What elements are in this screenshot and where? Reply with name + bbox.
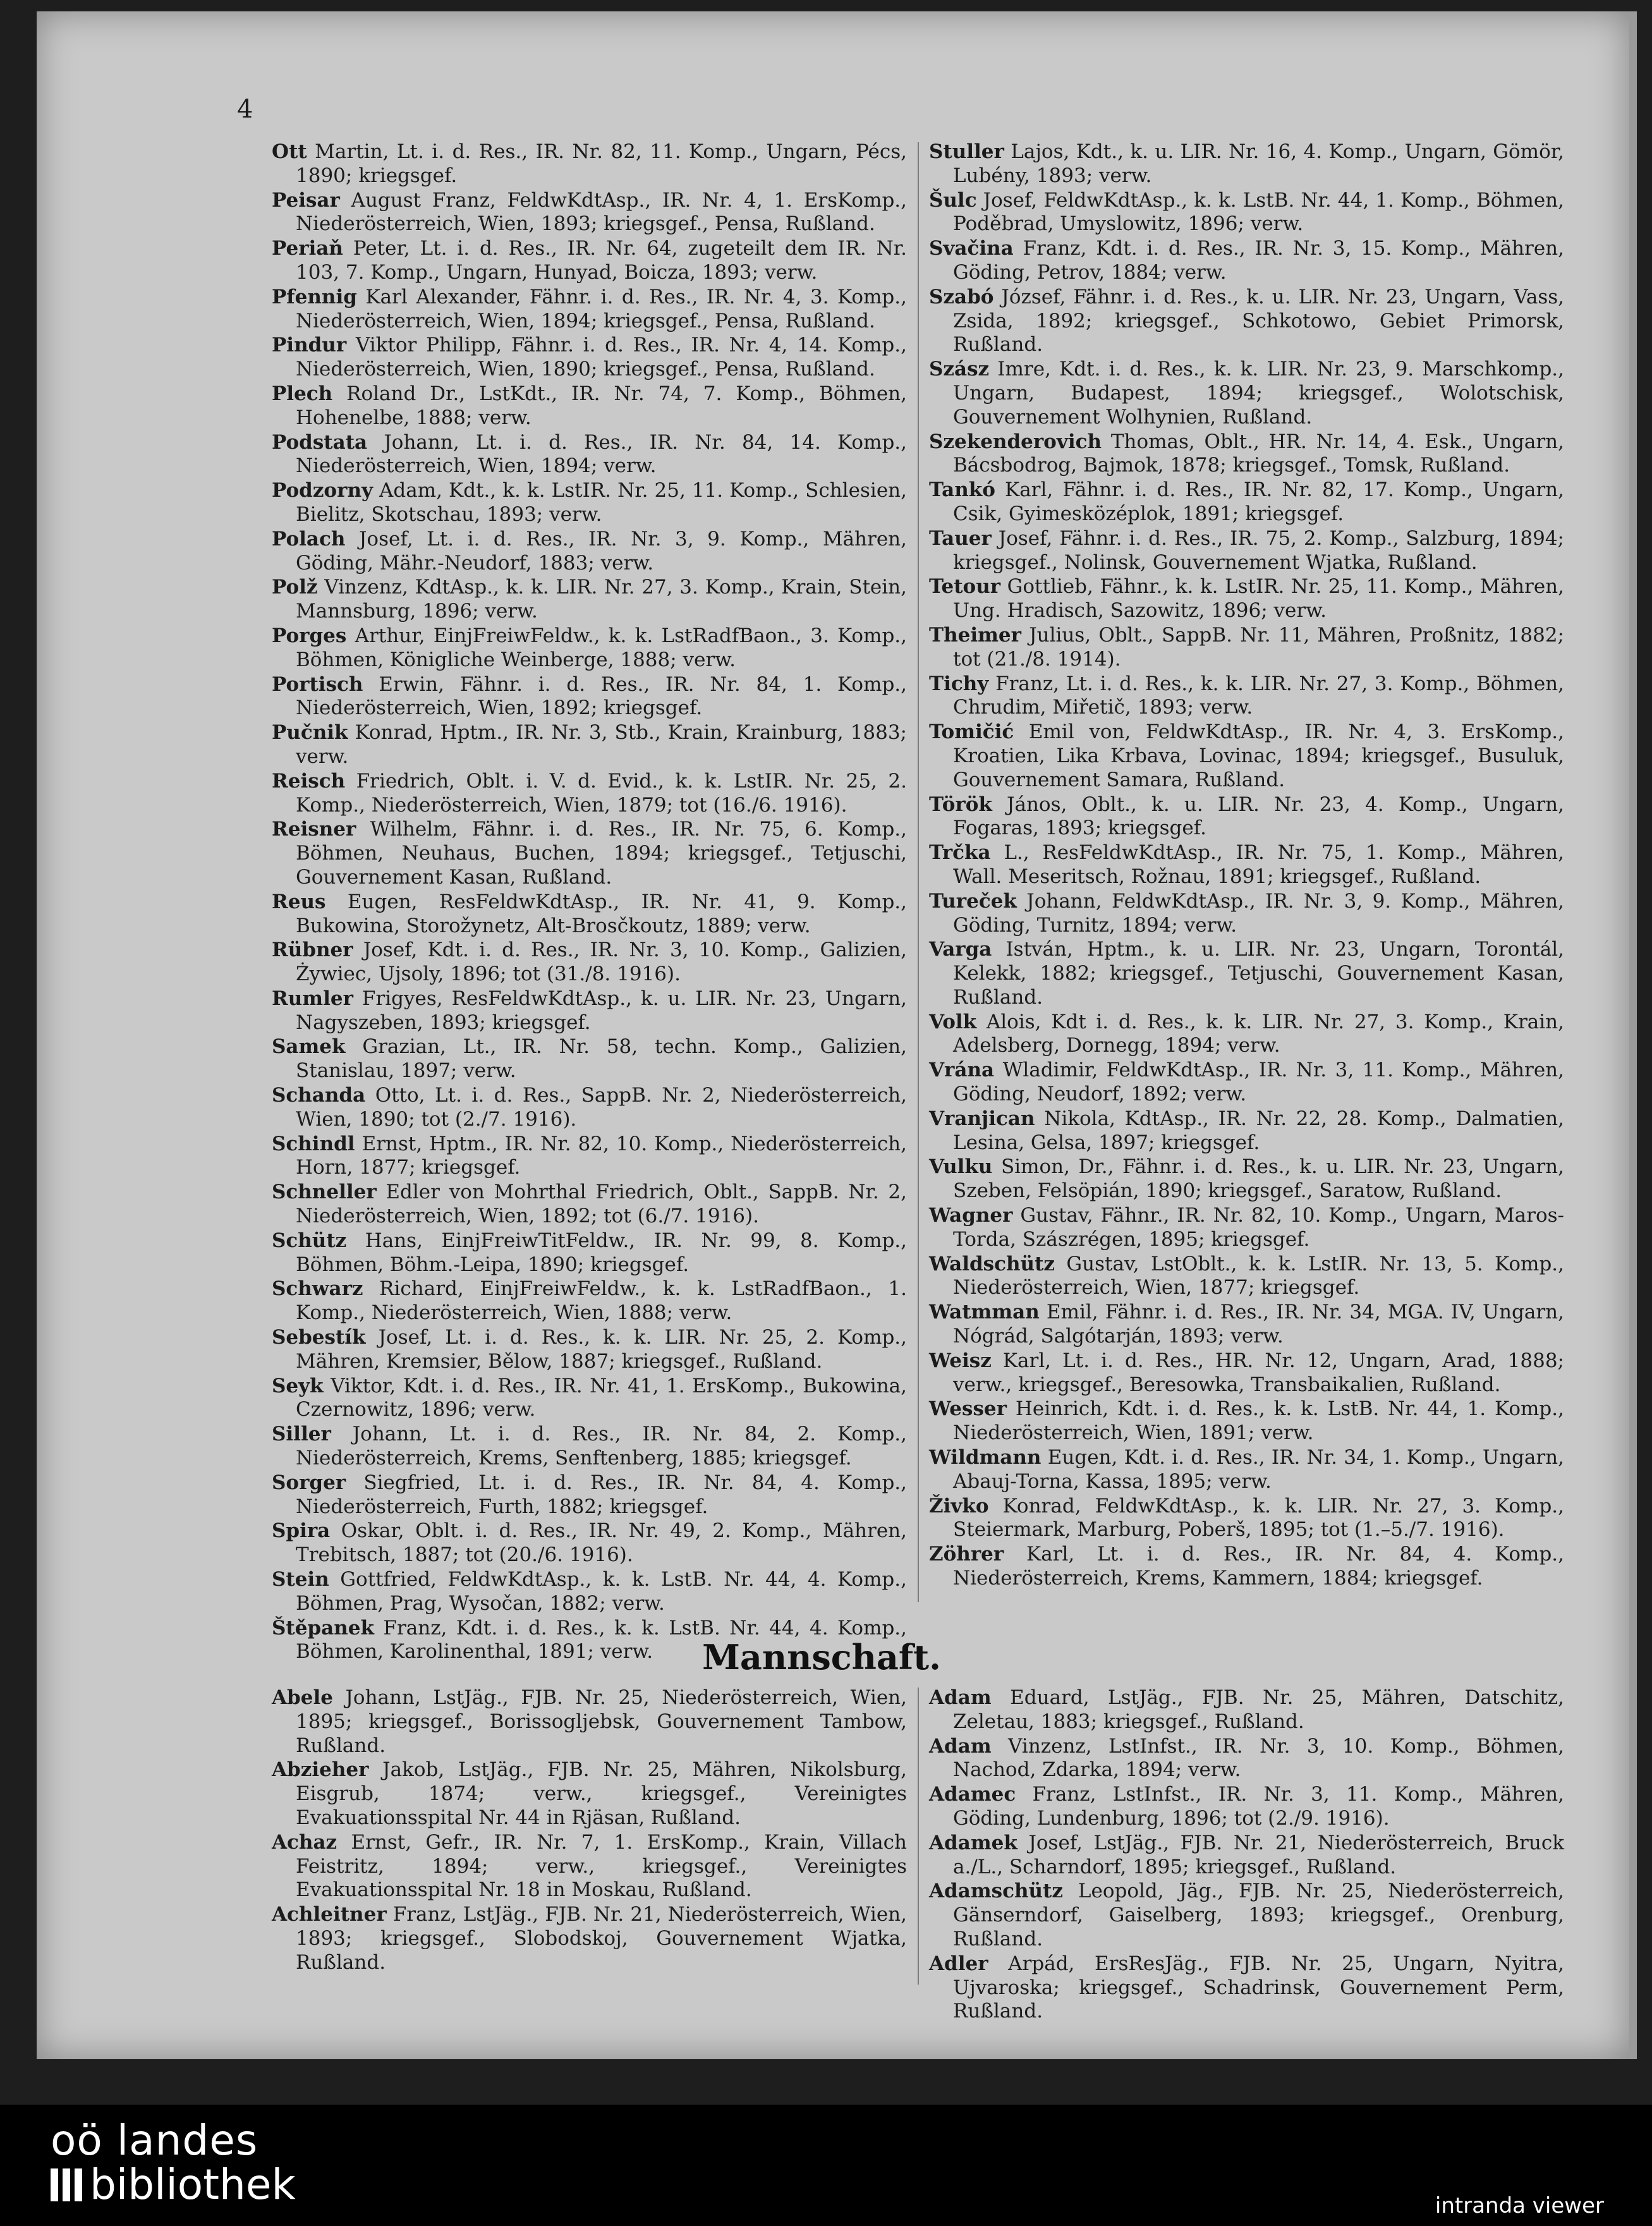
register-entry: [929, 1543, 1564, 1591]
entry-details: Nikola, KdtAsp., IR. Nr. 22, 28. Komp., Dalmatien, Lesina, Gelsa, 1897; kriegsgef.: [953, 1107, 1564, 1154]
entry-surname: Adam: [929, 1686, 992, 1709]
entry-details: Gottlieb, Fähnr., k. k. LstIR. Nr. 25, 11. Komp., Mähren, Ung. Hradisch, Sazowitz, 1896; verw.: [953, 575, 1564, 623]
entry-details: Ernst, Hptm., IR. Nr. 82, 10. Komp., Niederösterreich, Horn, 1877; kriegsgef.: [296, 1132, 907, 1179]
entry-details: Emil von, FeldwKdtAsp., IR. Nr. 4, 3. ErsKomp., Kroatien, Lika Krbava, Lovinac, 1894; kriegsgef., Busuluk, Gouvernement Samara, Rußland.: [953, 721, 1564, 791]
entry-surname: Adamschütz: [929, 1880, 1063, 1903]
entry-details: Grazian, Lt., IR. Nr. 58, techn. Komp., Galizien, Stanislau, 1897; verw.: [296, 1035, 907, 1083]
entry-details: Richard, EinjFreiwFeldw., k. k. LstRadfBaon., 1. Komp., Niederösterreich, Wien, 1888; verw.: [296, 1277, 907, 1325]
entry-details: Johann, Lt. i. d. Res., IR. Nr. 84, 2. Komp., Niederösterreich, Krems, Senftenberg, 1885; kriegsgef.: [296, 1423, 907, 1470]
entry-details: Josef, Fähnr. i. d. Res., IR. 75, 2. Komp., Salzburg, 1894; kriegsgef., Nolinsk, Gouvernement Wjatka, Rußland.: [953, 526, 1564, 574]
entry-surname: Vranjican: [929, 1107, 1035, 1130]
entry-details: Arthur, EinjFreiwFeldw., k. k. LstRadfBaon., 3. Komp., Böhmen, Königliche Weinberge, 1888; verw.: [296, 624, 907, 671]
entry-surname: Svačina: [929, 237, 1014, 260]
register-entry: [272, 1133, 907, 1181]
register-entry: [272, 1686, 907, 1758]
register-entry: [929, 841, 1564, 889]
register-entry: [929, 527, 1564, 575]
entry-surname: Plech: [272, 382, 333, 405]
register-entry: [929, 721, 1564, 792]
register-entry: [272, 624, 907, 672]
entry-details: Franz, LstInfst., IR. Nr. 3, 11. Komp., Mähren, Göding, Lundenburg, 1896; tot (2./9. 1916).: [953, 1783, 1564, 1830]
entry-details: Peter, Lt. i. d. Res., IR. Nr. 64, zugeteilt dem IR. Nr. 103, 7. Komp., Ungarn, Hunyad, Boicza, 1893; verw.: [296, 237, 907, 284]
register-entry: [272, 1181, 907, 1229]
entry-details: Arpád, ErsResJäg., FJB. Nr. 25, Ungarn, Nyitra, Ujvaroska; kriegsgef., Schadrinsk, Gouvernement Perm, Rußland.: [953, 1952, 1564, 2023]
entry-surname: Szabó: [929, 285, 994, 308]
entry-surname: Šulc: [929, 188, 977, 212]
register-entry: [272, 382, 907, 430]
entry-details: Franz, LstJäg., FJB. Nr. 21, Niederösterreich, Wien, 1893; kriegsgef., Slobodskoj, Gouvernement Wjatka, Rußland.: [296, 1903, 907, 1974]
entry-details: Heinrich, Kdt. i. d. Res., k. k. LstB. Nr. 44, 1. Komp., Niederösterreich, Wien, 1891; verw.: [953, 1397, 1564, 1445]
entry-surname: Tetour: [929, 575, 1001, 599]
entry-surname: Polž: [272, 576, 318, 599]
entry-surname: Siller: [272, 1423, 331, 1446]
entry-surname: Seyk: [272, 1374, 324, 1397]
entry-surname: Szász: [929, 358, 990, 381]
entry-details: Martin, Lt. i. d. Res., IR. Nr. 82, 11. Komp., Ungarn, Pécs, 1890; kriegsgef.: [296, 140, 907, 187]
register-entry: [929, 1686, 1564, 1734]
entry-surname: Varga: [929, 938, 992, 961]
register-entry: [929, 1832, 1564, 1880]
register-entry: [929, 1735, 1564, 1783]
entry-surname: Tauer: [929, 526, 992, 550]
logo-line-2: [51, 2160, 296, 2209]
register-entry: [929, 478, 1564, 526]
entry-surname: Schneller: [272, 1181, 377, 1204]
register-entry: [272, 1568, 907, 1616]
logo-bars-icon: [51, 2168, 82, 2201]
entry-surname: Achleitner: [272, 1903, 387, 1926]
entry-surname: Waldschütz: [929, 1252, 1055, 1275]
entry-surname: Abele: [272, 1686, 333, 1709]
entry-surname: Vrána: [929, 1059, 995, 1082]
entry-surname: Pučnik: [272, 721, 348, 745]
page-edge: [1629, 11, 1637, 2059]
entry-surname: Rübner: [272, 939, 353, 962]
entry-details: Friedrich, Oblt. i. V. d. Evid., k. k. LstIR. Nr. 25, 2. Komp., Niederösterreich, Wien, 1879; tot (16./6. 1916).: [296, 769, 907, 817]
register-entry: [929, 890, 1564, 938]
entry-details: Gottfried, FeldwKdtAsp., k. k. LstB. Nr. 44, 4. Komp., Böhmen, Prag, Wysočan, 1882; verw.: [296, 1568, 907, 1615]
entry-surname: Wagner: [929, 1204, 1013, 1227]
entry-surname: Spira: [272, 1519, 331, 1543]
entry-details: Johann, FeldwKdtAsp., IR. Nr. 3, 9. Komp., Mähren, Göding, Turnitz, 1894; verw.: [953, 889, 1564, 937]
entry-details: August Franz, FeldwKdtAsp., IR. Nr. 4, 1. ErsKomp., Niederösterreich, Wien, 1893; kriegsgef., Pensa, Rußland.: [296, 188, 907, 236]
register-entry: [272, 770, 907, 818]
entry-details: Otto, Lt. i. d. Res., SappB. Nr. 2, Niederösterreich, Wien, 1890; tot (2./7. 1916).: [296, 1084, 907, 1131]
entry-surname: Samek: [272, 1035, 346, 1059]
register-entry: [272, 1375, 907, 1423]
column-divider-bottom: [918, 1688, 919, 1985]
register-entry: [929, 1952, 1564, 2024]
entry-surname: Zöhrer: [929, 1543, 1004, 1566]
entry-details: Viktor Philipp, Fähnr. i. d. Res., IR. Nr. 4, 14. Komp., Niederösterreich, Wien, 1890; kriegsgef., Pensa, Rußland.: [296, 334, 907, 381]
entry-details: Johann, LstJäg., FJB. Nr. 25, Niederösterreich, Wien, 1895; kriegsgef., Borissogljebsk, Gouvernement Tambow, Rußland.: [296, 1686, 907, 1757]
register-entry: [929, 1253, 1564, 1301]
entry-surname: Sorger: [272, 1471, 346, 1494]
register-entry: [929, 1011, 1564, 1059]
entry-surname: Achaz: [272, 1830, 337, 1854]
register-entry: [272, 479, 907, 527]
entry-details: Johann, Lt. i. d. Res., IR. Nr. 84, 14. Komp., Niederösterreich, Wien, 1894; verw.: [296, 430, 907, 478]
entry-details: Franz, Lt. i. d. Res., k. k. LIR. Nr. 27, 3. Komp., Böhmen, Chrudim, Miřetič, 1893; verw.: [953, 672, 1564, 719]
entry-surname: Pindur: [272, 334, 347, 357]
entry-surname: Watmman: [929, 1301, 1040, 1324]
entry-details: Karl Alexander, Fähnr. i. d. Res., IR. Nr. 4, 3. Komp., Niederösterreich, Wien, 1894; kriegsgef., Pensa, Rußland.: [296, 285, 907, 332]
entry-surname: Adam: [929, 1734, 992, 1758]
entry-surname: Štěpanek: [272, 1616, 374, 1639]
entry-surname: Wesser: [929, 1397, 1007, 1421]
register-entry: [929, 430, 1564, 478]
register-entry: [929, 624, 1564, 672]
entry-surname: Podzorny: [272, 479, 373, 502]
entry-details: Josef, Lt. i. d. Res., k. k. LIR. Nr. 25, 2. Komp., Mähren, Kremsier, Bělow, 1887; kriegsgef., Rußland.: [296, 1326, 907, 1373]
entry-details: Gustav, LstOblt., k. k. LstIR. Nr. 13, 5. Komp., Niederösterreich, Wien, 1877; kriegsgef.: [953, 1252, 1564, 1299]
bottom-left-column: [272, 1686, 907, 1976]
section-title: Mannschaft.: [702, 1637, 941, 1677]
entry-details: Franz, Kdt. i. d. Res., IR. Nr. 3, 15. Komp., Mähren, Göding, Petrov, 1884; verw.: [953, 237, 1564, 284]
entry-details: L., ResFeldwKdtAsp., IR. Nr. 75, 1. Komp., Mähren, Wall. Meseritsch, Rožnau, 1891; kriegsgef., Rußland.: [953, 841, 1564, 888]
entry-surname: Reus: [272, 890, 326, 913]
entry-details: Jakob, LstJäg., FJB. Nr. 25, Mähren, Nikolsburg, Eisgrub, 1874; verw., kriegsgef., Vereinigtes Evakuationsspital Nr. 44 in Rjäsan, Rußland.: [296, 1758, 907, 1829]
entry-surname: Živko: [929, 1494, 989, 1517]
entry-details: Siegfried, Lt. i. d. Res., IR. Nr. 84, 4. Komp., Niederösterreich, Furth, 1882; kriegsgef.: [296, 1471, 907, 1518]
entry-surname: Stuller: [929, 140, 1004, 163]
register-entry: [929, 1783, 1564, 1831]
entry-details: Karl, Lt. i. d. Res., IR. Nr. 84, 4. Komp., Niederösterreich, Krems, Kammern, 1884; kriegsgef.: [953, 1543, 1564, 1590]
entry-surname: Sebestík: [272, 1326, 366, 1349]
register-entry: [929, 286, 1564, 357]
register-entry: [929, 189, 1564, 237]
entry-details: Oskar, Oblt. i. d. Res., IR. Nr. 49, 2. Komp., Mähren, Trebitsch, 1887; tot (20./6. 1916).: [296, 1519, 907, 1567]
entry-details: József, Fähnr. i. d. Res., k. u. LIR. Nr. 23, Ungarn, Vass, Zsida, 1892; kriegsgef., Schkotowo, Gebiet Primorsk, Rußland.: [953, 285, 1564, 356]
register-entry: [272, 1277, 907, 1325]
entry-surname: Schütz: [272, 1229, 347, 1252]
register-entry: [929, 1880, 1564, 1951]
entry-details: Julius, Oblt., SappB. Nr. 11, Mähren, Proßnitz, 1882; tot (21./8. 1914).: [953, 623, 1564, 671]
entry-details: István, Hptm., k. u. LIR. Nr. 23, Ungarn, Torontál, Kelekk, 1882; kriegsgef., Tetjuschi, Gouvernement Kasan, Rußland.: [953, 938, 1564, 1009]
entry-surname: Szekenderovich: [929, 430, 1102, 453]
register-entry: [272, 286, 907, 334]
register-entry: [272, 891, 907, 939]
register-entry: [272, 1035, 907, 1083]
entry-surname: Ott: [272, 140, 307, 163]
entry-details: Josef, LstJäg., FJB. Nr. 21, Niederösterreich, Bruck a./L., Scharndorf, 1895; kriegsgef., Rußland.: [953, 1831, 1564, 1878]
entry-surname: Adamec: [929, 1783, 1016, 1806]
register-entry: [272, 1471, 907, 1519]
entry-details: Lajos, Kdt., k. u. LIR. Nr. 16, 4. Komp., Ungarn, Gömör, Lubény, 1893; verw.: [953, 140, 1564, 187]
register-entry: [272, 1903, 907, 1974]
entry-surname: Portisch: [272, 672, 363, 696]
entry-details: Edler von Mohrthal Friedrich, Oblt., SappB. Nr. 2, Niederösterreich, Wien, 1892; tot (6./7. 1916).: [296, 1181, 907, 1228]
right-column: [929, 140, 1564, 1591]
register-entry: [272, 237, 907, 285]
library-logo[interactable]: [51, 2116, 296, 2209]
register-entry: [272, 1326, 907, 1374]
register-entry: [929, 237, 1564, 285]
entry-details: Vinzenz, KdtAsp., k. k. LIR. Nr. 27, 3. Komp., Krain, Stein, Mannsburg, 1896; verw.: [296, 576, 907, 623]
entry-details: Konrad, FeldwKdtAsp., k. k. LIR. Nr. 27, 3. Komp., Steiermark, Marburg, Poberš, 1895; tot (1.–5./7. 1916).: [953, 1494, 1564, 1542]
entry-surname: Weisz: [929, 1349, 992, 1372]
register-entry: [272, 939, 907, 987]
register-entry: [929, 793, 1564, 841]
entry-surname: Polach: [272, 527, 346, 550]
bottom-right-column: [929, 1686, 1564, 2024]
entry-details: Vinzenz, LstInfst., IR. Nr. 3, 10. Komp., Böhmen, Nachod, Zdarka, 1894; verw.: [953, 1734, 1564, 1782]
register-entry: [272, 721, 907, 769]
left-column: [272, 140, 907, 1665]
entry-surname: Pfennig: [272, 285, 357, 308]
entry-details: János, Oblt., k. u. LIR. Nr. 23, 4. Komp., Ungarn, Fogaras, 1893; kriegsgef.: [953, 793, 1564, 840]
register-entry: [929, 1446, 1564, 1494]
page-number: 4: [237, 95, 253, 124]
register-entry: [272, 1758, 907, 1830]
entry-details: Gustav, Fähnr., IR. Nr. 82, 10. Komp., Ungarn, Maros-Torda, Szászrégen, 1895; kriegsgef.: [953, 1204, 1564, 1251]
register-entry: [272, 1423, 907, 1471]
entry-surname: Podstata: [272, 430, 368, 454]
entry-details: Adam, Kdt., k. k. LstIR. Nr. 25, 11. Komp., Schlesien, Bielitz, Skotschau, 1893; verw.: [296, 479, 907, 526]
entry-details: Karl, Lt. i. d. Res., HR. Nr. 12, Ungarn, Arad, 1888; verw., kriegsgef., Beresowka, Transbaikalien, Rußland.: [953, 1349, 1564, 1396]
entry-details: Eugen, ResFeldwKdtAsp., IR. Nr. 41, 9. Komp., Bukowina, Storožynetz, Alt-Brosčkoutz, 1889; verw.: [296, 890, 907, 937]
entry-surname: Periaň: [272, 237, 343, 260]
register-entry: [929, 1204, 1564, 1252]
logo-line-1: oö landes: [51, 2116, 258, 2165]
register-entry: [272, 431, 907, 479]
entry-details: Konrad, Hptm., IR. Nr. 3, Stb., Krain, Krainburg, 1883; verw.: [296, 721, 907, 768]
register-entry: [272, 140, 907, 188]
entry-surname: Theimer: [929, 623, 1021, 647]
entry-details: Ernst, Gefr., IR. Nr. 7, 1. ErsKomp., Krain, Villach Feistritz, 1894; verw., kriegsgef., Vereinigtes Evakuationsspital Nr. 18 in Moskau, Rußland.: [296, 1830, 907, 1902]
entry-surname: Tankó: [929, 478, 995, 502]
register-entry: [929, 1155, 1564, 1203]
viewer-label[interactable]: intranda viewer: [1435, 2193, 1604, 2218]
register-entry: [272, 1229, 907, 1277]
entry-details: Josef, FeldwKdtAsp., k. k. LstB. Nr. 44, 1. Komp., Böhmen, Poděbrad, Umyslowitz, 1896; verw.: [953, 188, 1564, 236]
entry-surname: Reisch: [272, 769, 346, 793]
entry-surname: Tomičić: [929, 721, 1014, 744]
entry-details: Roland Dr., LstKdt., IR. Nr. 74, 7. Komp., Böhmen, Hohenelbe, 1888; verw.: [296, 382, 907, 429]
entry-details: Erwin, Fähnr. i. d. Res., IR. Nr. 84, 1. Komp., Niederösterreich, Wien, 1892; kriegsgef.: [296, 672, 907, 720]
register-entry: [929, 1059, 1564, 1107]
entry-details: Leopold, Jäg., FJB. Nr. 25, Niederösterreich, Gänserndorf, Gaiselberg, 1893; kriegsgef., Orenburg, Rußland.: [953, 1880, 1564, 1950]
entry-details: Viktor, Kdt. i. d. Res., IR. Nr. 41, 1. ErsKomp., Bukowina, Czernowitz, 1896; verw.: [296, 1374, 907, 1421]
entry-surname: Abzieher: [272, 1758, 369, 1782]
entry-surname: Schindl: [272, 1132, 355, 1155]
register-entry: [272, 818, 907, 889]
register-entry: [929, 140, 1564, 188]
entry-surname: Tureček: [929, 889, 1017, 913]
entry-details: Imre, Kdt. i. d. Res., k. k. LIR. Nr. 23, 9. Marschkomp., Ungarn, Budapest, 1894; kriegsgef., Wolotschisk, Gouvernement Wolhynien, Rußland.: [953, 358, 1564, 429]
entry-surname: Wildmann: [929, 1446, 1042, 1469]
entry-details: Karl, Fähnr. i. d. Res., IR. Nr. 82, 17. Komp., Ungarn, Csik, Gyimesközéplok, 1891; kriegsgef.: [953, 478, 1564, 525]
entry-surname: Schanda: [272, 1084, 366, 1107]
entry-surname: Rumler: [272, 987, 353, 1010]
entry-surname: Török: [929, 793, 992, 816]
entry-surname: Stein: [272, 1568, 329, 1591]
logo-line-2-text: bibliothek: [90, 2160, 296, 2209]
entry-details: Wilhelm, Fähnr. i. d. Res., IR. Nr. 75, 6. Komp., Böhmen, Neuhaus, Buchen, 1894; kriegsgef., Tetjuschi, Gouvernement Kasan, Rußland.: [296, 818, 907, 889]
entry-details: Wladimir, FeldwKdtAsp., IR. Nr. 3, 11. Komp., Mähren, Göding, Neudorf, 1892; verw.: [953, 1059, 1564, 1106]
register-entry: [272, 987, 907, 1035]
entry-details: Eugen, Kdt. i. d. Res., IR. Nr. 34, 1. Komp., Ungarn, Abauj-Torna, Kassa, 1895; verw.: [953, 1446, 1564, 1493]
register-entry: [929, 1107, 1564, 1155]
entry-surname: Porges: [272, 624, 347, 647]
register-entry: [929, 1495, 1564, 1543]
entry-details: Josef, Kdt. i. d. Res., IR. Nr. 3, 10. Komp., Galizien, Żywiec, Ujsoly, 1896; tot (31./8. 1916).: [296, 939, 907, 986]
entry-details: Thomas, Oblt., HR. Nr. 14, 4. Esk., Ungarn, Bácsbodrog, Bajmok, 1878; kriegsgef., Tomsk, Rußland.: [953, 430, 1564, 477]
register-entry: [272, 576, 907, 624]
entry-details: Simon, Dr., Fähnr. i. d. Res., k. u. LIR. Nr. 23, Ungarn, Szeben, Felsöpián, 1890; kriegsgef., Saratow, Rußland.: [953, 1155, 1564, 1203]
entry-details: Alois, Kdt i. d. Res., k. k. LIR. Nr. 27, 3. Komp., Krain, Adelsberg, Dornegg, 1894; verw.: [953, 1010, 1564, 1057]
register-entry: [929, 1397, 1564, 1445]
register-entry: [929, 575, 1564, 623]
register-entry: [272, 1519, 907, 1567]
entry-surname: Vulku: [929, 1155, 993, 1179]
entry-surname: Reisner: [272, 818, 356, 841]
column-divider: [918, 142, 919, 1602]
entry-surname: Peisar: [272, 188, 340, 212]
entry-details: Josef, Lt. i. d. Res., IR. Nr. 3, 9. Komp., Mähren, Göding, Mähr.-Neudorf, 1883; verw.: [296, 527, 907, 575]
register-entry: [272, 528, 907, 576]
register-entry: [272, 673, 907, 721]
entry-surname: Adamek: [929, 1831, 1017, 1854]
entry-details: Eduard, LstJäg., FJB. Nr. 25, Mähren, Datschitz, Zeletau, 1883; kriegsgef., Rußland.: [953, 1686, 1564, 1733]
entry-surname: Volk: [929, 1010, 977, 1033]
register-entry: [929, 672, 1564, 721]
register-entry: [272, 1831, 907, 1902]
entry-details: Hans, EinjFreiwTitFeldw., IR. Nr. 99, 8. Komp., Böhmen, Böhm.-Leipa, 1890; kriegsgef.: [296, 1229, 907, 1276]
register-entry: [272, 189, 907, 237]
register-entry: [929, 1349, 1564, 1397]
register-entry: [929, 1301, 1564, 1349]
entry-surname: Trčka: [929, 841, 991, 865]
entry-details: Franz, Kdt. i. d. Res., k. k. LstB. Nr. 44, 4. Komp., Böhmen, Karolinenthal, 1891; verw.: [296, 1616, 907, 1663]
entry-surname: Schwarz: [272, 1277, 363, 1301]
entry-surname: Adler: [929, 1952, 988, 1975]
register-entry: [272, 1084, 907, 1132]
entry-details: Emil, Fähnr. i. d. Res., IR. Nr. 34, MGA. IV, Ungarn, Nógrád, Salgótarján, 1893; verw.: [953, 1301, 1564, 1348]
entry-details: Frigyes, ResFeldwKdtAsp., k. u. LIR. Nr. 23, Ungarn, Nagyszeben, 1893; kriegsgef.: [296, 987, 907, 1034]
entry-surname: Tichy: [929, 672, 989, 695]
register-entry: [929, 938, 1564, 1009]
register-entry: [929, 358, 1564, 429]
register-entry: [272, 334, 907, 382]
